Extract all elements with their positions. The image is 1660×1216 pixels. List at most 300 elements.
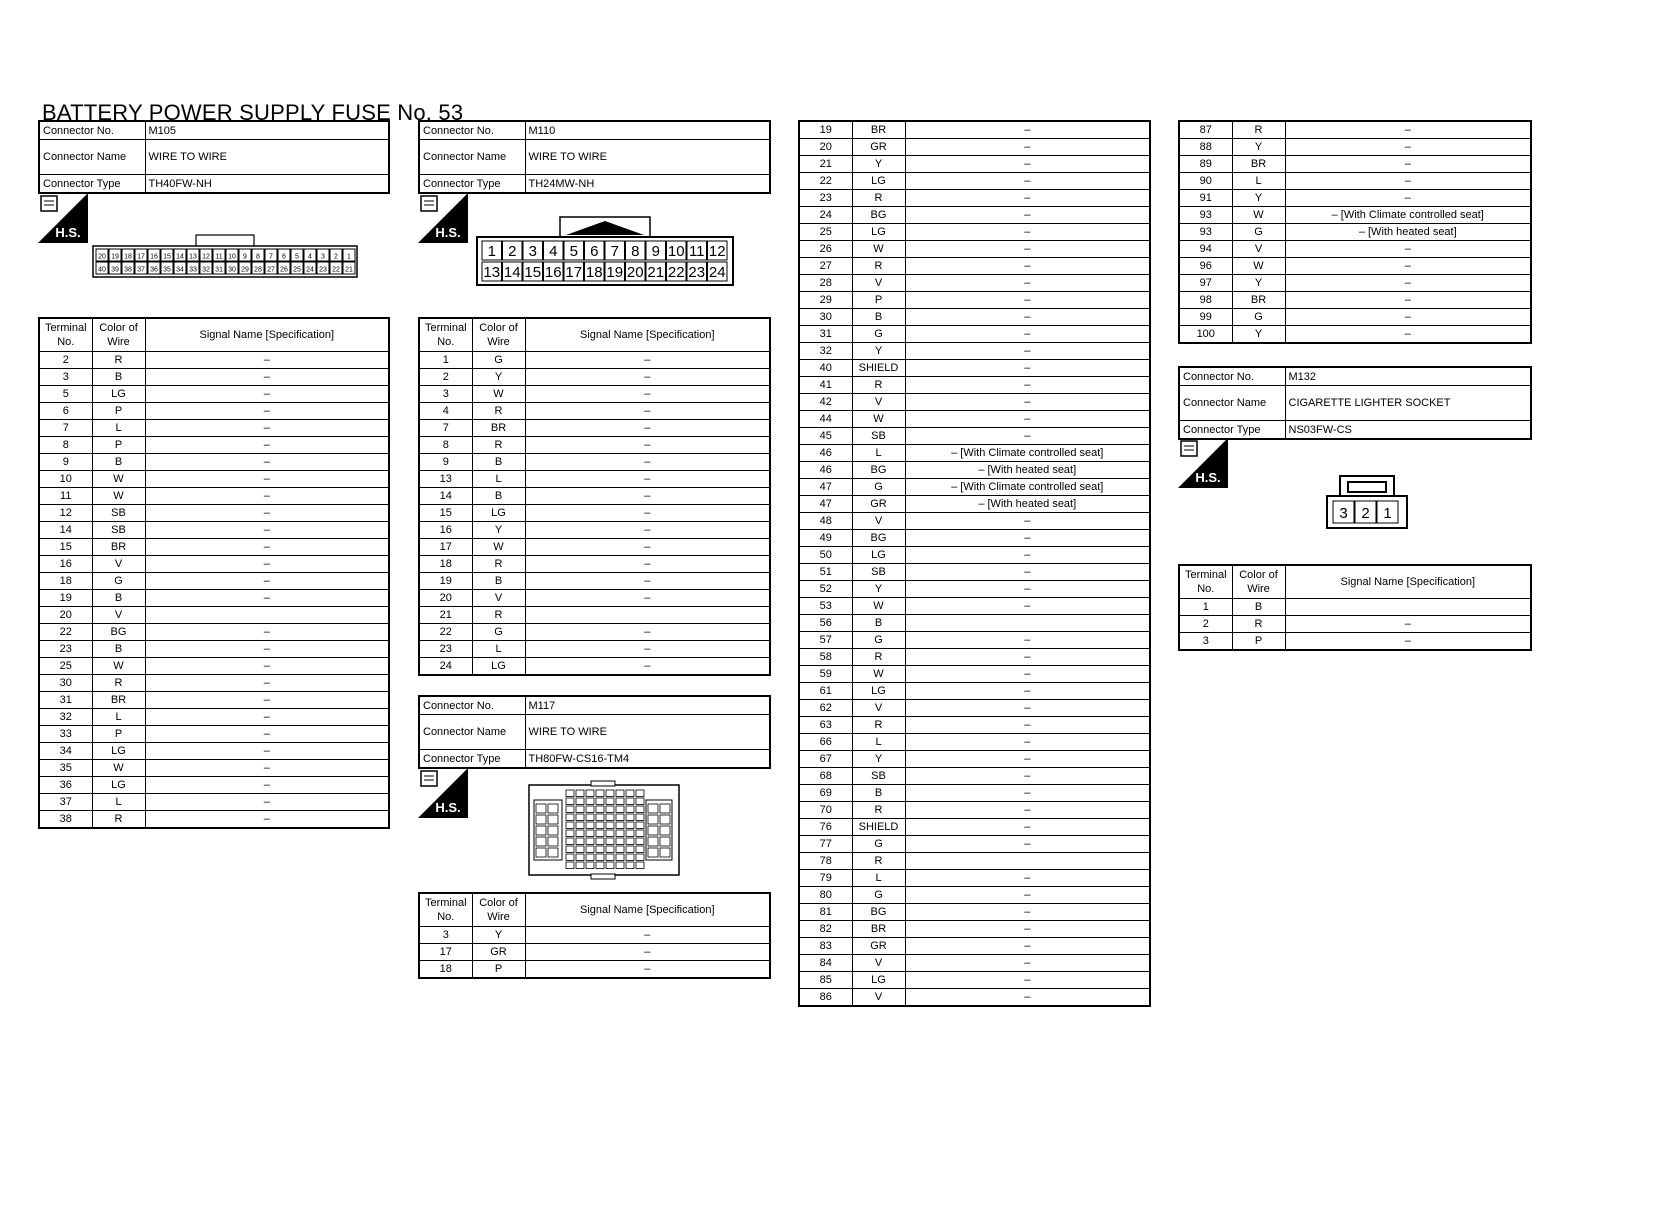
cavity	[660, 815, 670, 824]
connector-face-m110	[476, 215, 734, 287]
signal-name: –	[525, 522, 770, 539]
cavity	[616, 798, 624, 805]
signal-name: –	[905, 156, 1150, 173]
wire-color: P	[92, 403, 145, 420]
terminal-no: 9	[419, 454, 472, 471]
wire-color: R	[852, 853, 905, 870]
wire-color: V	[852, 700, 905, 717]
wire-color: BR	[92, 539, 145, 556]
wire-color: R	[472, 556, 525, 573]
terminal-row	[799, 836, 1150, 853]
wire-color: Y	[1232, 275, 1285, 292]
terminal-row	[799, 530, 1150, 547]
wire-color: G	[852, 632, 905, 649]
terminal-table-m110	[418, 317, 771, 676]
terminal-no: 48	[799, 513, 852, 530]
signal-name: –	[145, 454, 389, 471]
signal-name: –	[1285, 326, 1531, 344]
terminal-no: 32	[39, 709, 92, 726]
terminal-row	[419, 488, 770, 505]
header-signal-name: Signal Name [Specification]	[145, 318, 389, 352]
signal-name: –	[1285, 173, 1531, 190]
terminal-row	[799, 870, 1150, 887]
wire-color: L	[852, 870, 905, 887]
wire-color: R	[852, 717, 905, 734]
signal-name: –	[905, 785, 1150, 802]
pin-label: 19	[111, 253, 119, 261]
wire-color: W	[1232, 207, 1285, 224]
cavity	[616, 846, 624, 853]
wire-color: Y	[1232, 190, 1285, 207]
terminal-no: 99	[1179, 309, 1232, 326]
signal-name: –	[905, 513, 1150, 530]
terminal-row	[1179, 173, 1531, 190]
terminal-no: 76	[799, 819, 852, 836]
terminal-row	[799, 819, 1150, 836]
terminal-row	[799, 955, 1150, 972]
signal-name: –	[905, 394, 1150, 411]
terminal-no: 68	[799, 768, 852, 785]
terminal-no: 36	[39, 777, 92, 794]
connector-face-m105	[92, 233, 358, 279]
terminal-no: 46	[799, 462, 852, 479]
label-connector-no: Connector No.	[39, 121, 145, 140]
pin-label: 8	[256, 253, 260, 261]
terminal-no: 89	[1179, 156, 1232, 173]
terminal-no: 50	[799, 547, 852, 564]
cavity	[626, 798, 634, 805]
terminal-row	[799, 887, 1150, 904]
cavity	[616, 838, 624, 845]
signal-name: –	[525, 420, 770, 437]
pin-label: 18	[585, 263, 603, 281]
cavity	[616, 814, 624, 821]
wire-color: LG	[852, 972, 905, 989]
terminal-no: 19	[39, 590, 92, 607]
pin-label: 4	[308, 253, 312, 261]
signal-name: –	[145, 369, 389, 386]
cavity	[586, 798, 594, 805]
hs-badge-icon	[418, 193, 468, 243]
signal-name: –	[905, 989, 1150, 1007]
terminal-row	[419, 454, 770, 471]
label-connector-name: Connector Name	[39, 140, 145, 175]
signal-name: –	[1285, 309, 1531, 326]
terminal-row	[1179, 292, 1531, 309]
signal-name: –	[145, 709, 389, 726]
cavity	[596, 806, 604, 813]
wire-color: Y	[852, 751, 905, 768]
signal-name: –	[525, 454, 770, 471]
header-signal-name: Signal Name [Specification]	[1285, 565, 1531, 599]
terminal-no: 3	[419, 927, 472, 944]
wire-color: W	[852, 666, 905, 683]
terminal-row	[799, 207, 1150, 224]
terminal-row	[799, 258, 1150, 275]
cavity	[636, 838, 644, 845]
signal-name: –	[1285, 190, 1531, 207]
cavity	[596, 854, 604, 861]
cavity	[576, 790, 584, 797]
pin-label: 39	[111, 266, 119, 274]
label-connector-name: Connector Name	[419, 140, 525, 175]
terminal-no: 49	[799, 530, 852, 547]
cavity	[636, 830, 644, 837]
wire-color: SB	[852, 564, 905, 581]
wire-color: R	[92, 675, 145, 692]
wire-color: W	[92, 658, 145, 675]
terminal-no: 31	[799, 326, 852, 343]
signal-name: –	[1285, 258, 1531, 275]
cavity	[596, 830, 604, 837]
cavity	[626, 846, 634, 853]
signal-name: – [With Climate controlled seat]	[1285, 207, 1531, 224]
cavity	[548, 848, 558, 857]
cavity	[626, 838, 634, 845]
signal-name: –	[905, 972, 1150, 989]
pin-label: 33	[189, 266, 197, 274]
pin-label: 13	[483, 263, 501, 281]
terminal-no: 84	[799, 955, 852, 972]
signal-name: –	[905, 632, 1150, 649]
signal-name: –	[525, 961, 770, 979]
signal-name: –	[525, 352, 770, 369]
terminal-row	[39, 743, 389, 760]
pin-label: 1	[487, 242, 496, 260]
signal-name: – [With Climate controlled seat]	[905, 479, 1150, 496]
signal-name: –	[905, 258, 1150, 275]
pin-label: 7	[610, 242, 619, 260]
terminal-row	[799, 394, 1150, 411]
pin-label: 15	[163, 253, 171, 261]
terminal-no: 16	[39, 556, 92, 573]
connector-info-m132	[1178, 366, 1532, 440]
terminal-no: 2	[39, 352, 92, 369]
wire-color: R	[852, 649, 905, 666]
wire-color: BR	[852, 121, 905, 139]
terminal-row	[799, 121, 1150, 139]
cavity	[566, 790, 574, 797]
cavity	[596, 798, 604, 805]
cavity	[648, 815, 658, 824]
pin-label: 40	[98, 266, 106, 274]
label-connector-name: Connector Name	[1179, 386, 1285, 421]
pin-label: 1	[1383, 505, 1392, 523]
pin-label: 11	[215, 253, 223, 261]
signal-name: –	[145, 386, 389, 403]
terminal-row	[799, 190, 1150, 207]
pin-label: 28	[254, 266, 262, 274]
wire-color: P	[1232, 633, 1285, 651]
cavity	[636, 854, 644, 861]
signal-name: –	[905, 564, 1150, 581]
header-terminal-no: Terminal No.	[1179, 565, 1232, 599]
connector-name-value: WIRE TO WIRE	[145, 140, 389, 175]
pin-label: 23	[688, 263, 706, 281]
hs-label: H.S.	[55, 225, 81, 240]
terminal-row	[419, 471, 770, 488]
cavity	[566, 854, 574, 861]
terminal-no: 3	[1179, 633, 1232, 651]
wire-color: B	[92, 641, 145, 658]
terminal-no: 42	[799, 394, 852, 411]
pin-label: 36	[150, 266, 158, 274]
signal-name: –	[905, 751, 1150, 768]
terminal-no: 7	[39, 420, 92, 437]
terminal-row	[799, 768, 1150, 785]
wire-color: B	[472, 573, 525, 590]
terminal-no: 91	[1179, 190, 1232, 207]
signal-name: –	[525, 927, 770, 944]
cavity	[566, 830, 574, 837]
wire-color: B	[1232, 599, 1285, 616]
cavity	[576, 838, 584, 845]
terminal-no: 9	[39, 454, 92, 471]
wire-color: G	[472, 352, 525, 369]
cavity	[606, 790, 614, 797]
terminal-no: 6	[39, 403, 92, 420]
wire-color: R	[92, 811, 145, 829]
header-color-of-wire: Color of Wire	[92, 318, 145, 352]
terminal-no: 51	[799, 564, 852, 581]
signal-name: –	[525, 556, 770, 573]
wire-color: W	[92, 760, 145, 777]
pin-label: 11	[688, 242, 705, 260]
terminal-row	[419, 961, 770, 979]
terminal-no: 29	[799, 292, 852, 309]
cavity	[616, 862, 624, 869]
terminal-no: 83	[799, 938, 852, 955]
wire-color: R	[852, 258, 905, 275]
signal-name	[1285, 599, 1531, 616]
wire-color: LG	[472, 658, 525, 676]
terminal-no: 38	[39, 811, 92, 829]
cavity	[596, 846, 604, 853]
terminal-row	[1179, 616, 1531, 633]
cavity	[548, 826, 558, 835]
terminal-no: 14	[419, 488, 472, 505]
signal-name: –	[145, 692, 389, 709]
terminal-row	[39, 420, 389, 437]
terminal-row	[799, 853, 1150, 870]
pin-label: 22	[667, 263, 685, 281]
terminal-no: 22	[799, 173, 852, 190]
wire-color: LG	[852, 224, 905, 241]
wire-color: R	[92, 352, 145, 369]
terminal-no: 53	[799, 598, 852, 615]
terminal-row	[799, 173, 1150, 190]
cavity	[536, 815, 546, 824]
cavity	[596, 838, 604, 845]
signal-name: –	[905, 734, 1150, 751]
signal-name: –	[525, 505, 770, 522]
terminal-row	[799, 513, 1150, 530]
label-connector-no: Connector No.	[419, 696, 525, 715]
signal-name: –	[905, 377, 1150, 394]
signal-name: –	[525, 944, 770, 961]
terminal-row	[799, 615, 1150, 632]
signal-name: –	[905, 802, 1150, 819]
pin-label: 2	[334, 253, 338, 261]
terminal-no: 81	[799, 904, 852, 921]
cavity	[626, 814, 634, 821]
terminal-row	[39, 590, 389, 607]
pin-label: 19	[606, 263, 624, 281]
terminal-no: 18	[419, 961, 472, 979]
wire-color: P	[92, 726, 145, 743]
signal-name: –	[145, 743, 389, 760]
terminal-row	[799, 462, 1150, 479]
cavity	[536, 804, 546, 813]
signal-name	[145, 607, 389, 624]
signal-name: –	[145, 760, 389, 777]
terminal-row	[39, 811, 389, 829]
terminal-row	[39, 573, 389, 590]
wire-color: BG	[852, 207, 905, 224]
cavity	[636, 846, 644, 853]
pin-label: 16	[544, 263, 562, 281]
terminal-no: 30	[39, 675, 92, 692]
signal-name: –	[905, 598, 1150, 615]
signal-name: –	[905, 581, 1150, 598]
terminal-no: 61	[799, 683, 852, 700]
terminal-no: 33	[39, 726, 92, 743]
signal-name: –	[905, 411, 1150, 428]
wire-color: BG	[852, 904, 905, 921]
wire-color: LG	[852, 173, 905, 190]
terminal-no: 15	[419, 505, 472, 522]
terminal-row	[39, 675, 389, 692]
cavity	[596, 814, 604, 821]
terminal-no: 97	[1179, 275, 1232, 292]
terminal-row	[1179, 258, 1531, 275]
pin-label: 17	[565, 263, 583, 281]
wire-color: G	[472, 624, 525, 641]
cavity	[566, 806, 574, 813]
cavity	[606, 854, 614, 861]
signal-name: –	[525, 386, 770, 403]
signal-name: –	[1285, 241, 1531, 258]
pin-label: 37	[137, 266, 145, 274]
wire-color: B	[852, 785, 905, 802]
wire-color: V	[852, 989, 905, 1007]
terminal-row	[799, 275, 1150, 292]
terminal-row	[799, 938, 1150, 955]
signal-name: –	[905, 241, 1150, 258]
terminal-no: 67	[799, 751, 852, 768]
terminal-no: 44	[799, 411, 852, 428]
signal-name: –	[525, 641, 770, 658]
terminal-row	[799, 972, 1150, 989]
terminal-row	[799, 224, 1150, 241]
label-connector-name: Connector Name	[419, 715, 525, 750]
terminal-no: 2	[1179, 616, 1232, 633]
terminal-table-m132	[1178, 564, 1532, 651]
cavity	[576, 814, 584, 821]
terminal-row	[419, 927, 770, 944]
wire-color: R	[1232, 616, 1285, 633]
cavity	[576, 846, 584, 853]
terminal-no: 57	[799, 632, 852, 649]
pin-label: 15	[524, 263, 542, 281]
terminal-row	[799, 411, 1150, 428]
wire-color: B	[852, 309, 905, 326]
signal-name: – [With Climate controlled seat]	[905, 445, 1150, 462]
cavity	[660, 837, 670, 846]
pin-label: 2	[1361, 505, 1370, 523]
wire-color: L	[1232, 173, 1285, 190]
terminal-no: 32	[799, 343, 852, 360]
wire-color: Y	[1232, 326, 1285, 344]
terminal-no: 5	[39, 386, 92, 403]
signal-name: –	[1285, 121, 1531, 139]
cavity	[566, 798, 574, 805]
signal-name: –	[905, 836, 1150, 853]
terminal-no: 24	[419, 658, 472, 676]
signal-name: –	[905, 343, 1150, 360]
wire-color: L	[92, 420, 145, 437]
wire-color: R	[852, 190, 905, 207]
terminal-row	[39, 454, 389, 471]
hs-label: H.S.	[1195, 470, 1221, 485]
wire-color: GR	[472, 944, 525, 961]
terminal-no: 80	[799, 887, 852, 904]
wire-color: BR	[472, 420, 525, 437]
terminal-row	[39, 556, 389, 573]
connector-name-value: WIRE TO WIRE	[525, 715, 770, 750]
terminal-no: 10	[39, 471, 92, 488]
pin-label: 24	[306, 266, 314, 274]
cavity	[660, 804, 670, 813]
pin-label: 21	[647, 263, 665, 281]
header-terminal-no: Terminal No.	[39, 318, 92, 352]
signal-name: –	[905, 649, 1150, 666]
terminal-no: 90	[1179, 173, 1232, 190]
wire-color: V	[92, 607, 145, 624]
wire-color: G	[852, 887, 905, 904]
pin-label: 13	[189, 253, 197, 261]
pin-label: 5	[295, 253, 299, 261]
terminal-row	[799, 343, 1150, 360]
pin-label: 21	[345, 266, 353, 274]
wire-color: SB	[92, 522, 145, 539]
terminal-row	[419, 573, 770, 590]
terminal-no: 78	[799, 853, 852, 870]
connector-info-m105	[38, 120, 390, 194]
pin-label: 9	[651, 242, 660, 260]
terminal-no: 30	[799, 309, 852, 326]
pin-label: 3	[321, 253, 325, 261]
wire-color: W	[92, 488, 145, 505]
pin-label: 10	[228, 253, 236, 261]
cavity	[566, 862, 574, 869]
cavity	[606, 822, 614, 829]
terminal-row	[419, 386, 770, 403]
wire-color: BG	[852, 530, 905, 547]
signal-name: –	[905, 173, 1150, 190]
wire-color: GR	[852, 938, 905, 955]
terminal-no: 45	[799, 428, 852, 445]
terminal-no: 100	[1179, 326, 1232, 344]
terminal-table-m105	[38, 317, 390, 829]
terminal-row	[799, 785, 1150, 802]
terminal-no: 21	[799, 156, 852, 173]
hs-badge-icon	[1178, 438, 1228, 488]
terminal-row	[419, 369, 770, 386]
signal-name: –	[145, 794, 389, 811]
wire-color: L	[852, 445, 905, 462]
pin-label: 34	[176, 266, 184, 274]
